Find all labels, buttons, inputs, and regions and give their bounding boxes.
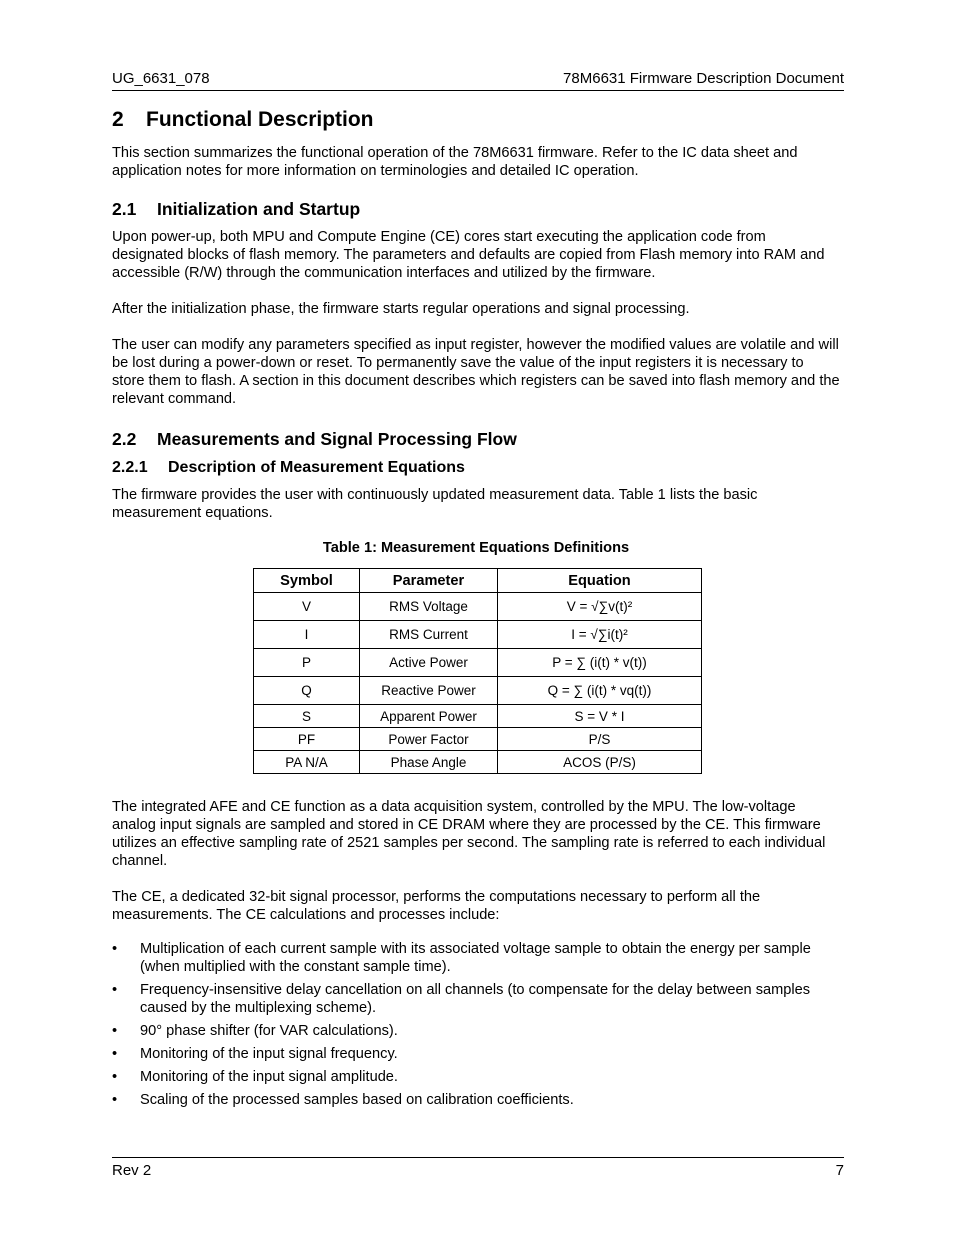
table-header-cell: Parameter — [360, 569, 498, 593]
bullet: • — [112, 1046, 118, 1062]
table-cell: I = √∑i(t)² — [498, 621, 702, 649]
table-row — [254, 728, 702, 751]
table-header-cell: Symbol — [254, 569, 360, 593]
section-intro: This section summarizes the functional operation of the 78M6631 firmware. Refer to the IC data sheet and application notes for more information on terminologies and detailed IC operation. — [112, 145, 798, 179]
table-cell: RMS Voltage — [360, 593, 498, 621]
paragraph: The integrated AFE and CE function as a data acquisition system, controlled by the MPU. The low-voltage analog input signals are sampled and stored in CE DRAM where they are processed by the CE. This firmware utilizes an effective sampling rate of 2521 samples per second. The sampling rate is referred to each individual channel. — [112, 799, 826, 869]
paragraph: The CE, a dedicated 32-bit signal processor, performs the computations necessary to perform all the measurements. The CE calculations and processes include: — [112, 889, 761, 923]
table-cell: Q — [254, 677, 360, 705]
list-item — [112, 1045, 840, 1063]
table-row — [254, 593, 702, 621]
table-cell: Apparent Power — [360, 705, 498, 728]
table-header-cell: Equation — [498, 569, 702, 593]
bullet: • — [112, 1069, 118, 1085]
table-cell: RMS Current — [360, 621, 498, 649]
revision: Rev 2 — [112, 1162, 152, 1179]
section-number: 2 — [112, 108, 124, 131]
section-title: Functional Description — [146, 108, 374, 131]
subsection-title: Initialization and Startup — [157, 199, 361, 219]
table-caption: Table 1: Measurement Equations Definitions — [322, 540, 630, 556]
bullet: • — [112, 982, 118, 998]
table-cell: Phase Angle — [360, 751, 498, 774]
page-header — [112, 68, 844, 91]
table-cell: V — [254, 593, 360, 621]
table-cell: P — [254, 649, 360, 677]
list-item — [112, 940, 840, 976]
page-footer — [112, 1157, 844, 1179]
table-cell: PA N/A — [254, 751, 360, 774]
subsection-heading-2-1 — [112, 198, 840, 220]
section-heading — [112, 106, 840, 134]
subsection-number: 2.1 — [112, 199, 137, 219]
list-item-text: Frequency-insensitive delay cancellation on all channels (to compensate for the delay between samples caused by the multiplexing scheme). — [140, 982, 811, 1016]
table-cell: P/S — [498, 728, 702, 751]
page-number: 7 — [835, 1162, 844, 1179]
paragraph: The firmware provides the user with continuously updated measurement data. Table 1 lists the basic measurement equations. — [112, 487, 758, 521]
table-cell: Power Factor — [360, 728, 498, 751]
table-cell: P = ∑ (i(t) * v(t)) — [498, 649, 702, 677]
list-item — [112, 1022, 840, 1040]
doc-title: 78M6631 Firmware Description Document — [563, 70, 844, 87]
table-cell: V = √∑v(t)² — [498, 593, 702, 621]
list-item — [112, 1068, 840, 1086]
table-cell: Q = ∑ (i(t) * vq(t)) — [498, 677, 702, 705]
ce-process-list — [112, 940, 840, 1109]
subsection-title: Measurements and Signal Processing Flow — [157, 429, 517, 449]
page-content — [112, 106, 840, 1114]
table-row — [254, 705, 702, 728]
subsection-number: 2.2 — [112, 429, 137, 449]
list-item-text: Scaling of the processed samples based on calibration coefficients. — [140, 1092, 574, 1108]
bullet: • — [112, 1092, 118, 1108]
doc-id: UG_6631_078 — [112, 70, 210, 87]
table-row — [254, 677, 702, 705]
list-item-text: Monitoring of the input signal amplitude. — [140, 1069, 398, 1085]
table-cell: I — [254, 621, 360, 649]
paragraph: Upon power-up, both MPU and Compute Engine (CE) cores start executing the application code from designated blocks of flash memory. The parameters and defaults are copied from Flash memory into RAM and accessible (R/W) through the communication interfaces and utilized by the firmware. — [112, 229, 825, 281]
bullet: • — [112, 941, 118, 957]
list-item — [112, 981, 840, 1017]
table-header-row — [254, 569, 702, 593]
table-cell: S — [254, 705, 360, 728]
subsection-heading-2-2 — [112, 428, 840, 450]
paragraph: After the initialization phase, the firmware starts regular operations and signal processing. — [112, 301, 690, 317]
list-item-text: Monitoring of the input signal frequency. — [140, 1046, 398, 1062]
list-item-text: Multiplication of each current sample with its associated voltage sample to obtain the energy per sample (when multiplied with the constant sample time). — [140, 941, 811, 975]
table-cell: Active Power — [360, 649, 498, 677]
table-cell: PF — [254, 728, 360, 751]
list-item-text: 90° phase shifter (for VAR calculations). — [140, 1023, 398, 1039]
table-cell: S = V * I — [498, 705, 702, 728]
subsubsection-title: Description of Measurement Equations — [168, 459, 465, 476]
subsubsection-number: 2.2.1 — [112, 459, 148, 476]
bullet: • — [112, 1023, 118, 1039]
subsubsection-heading-2-2-1 — [112, 458, 840, 478]
measurement-equations-table — [253, 568, 702, 774]
paragraph: The user can modify any parameters specified as input register, however the modified values are volatile and will be lost during a power-down or reset. To permanently save the value of the input registers it is necessary to store them to flash. A section in this document describes which registers can be saved into flash memory and the relevant command. — [112, 337, 840, 407]
list-item — [112, 1091, 840, 1109]
table-row — [254, 621, 702, 649]
table-row — [254, 751, 702, 774]
table-cell: ACOS (P/S) — [498, 751, 702, 774]
table-cell: Reactive Power — [360, 677, 498, 705]
table-row — [254, 649, 702, 677]
